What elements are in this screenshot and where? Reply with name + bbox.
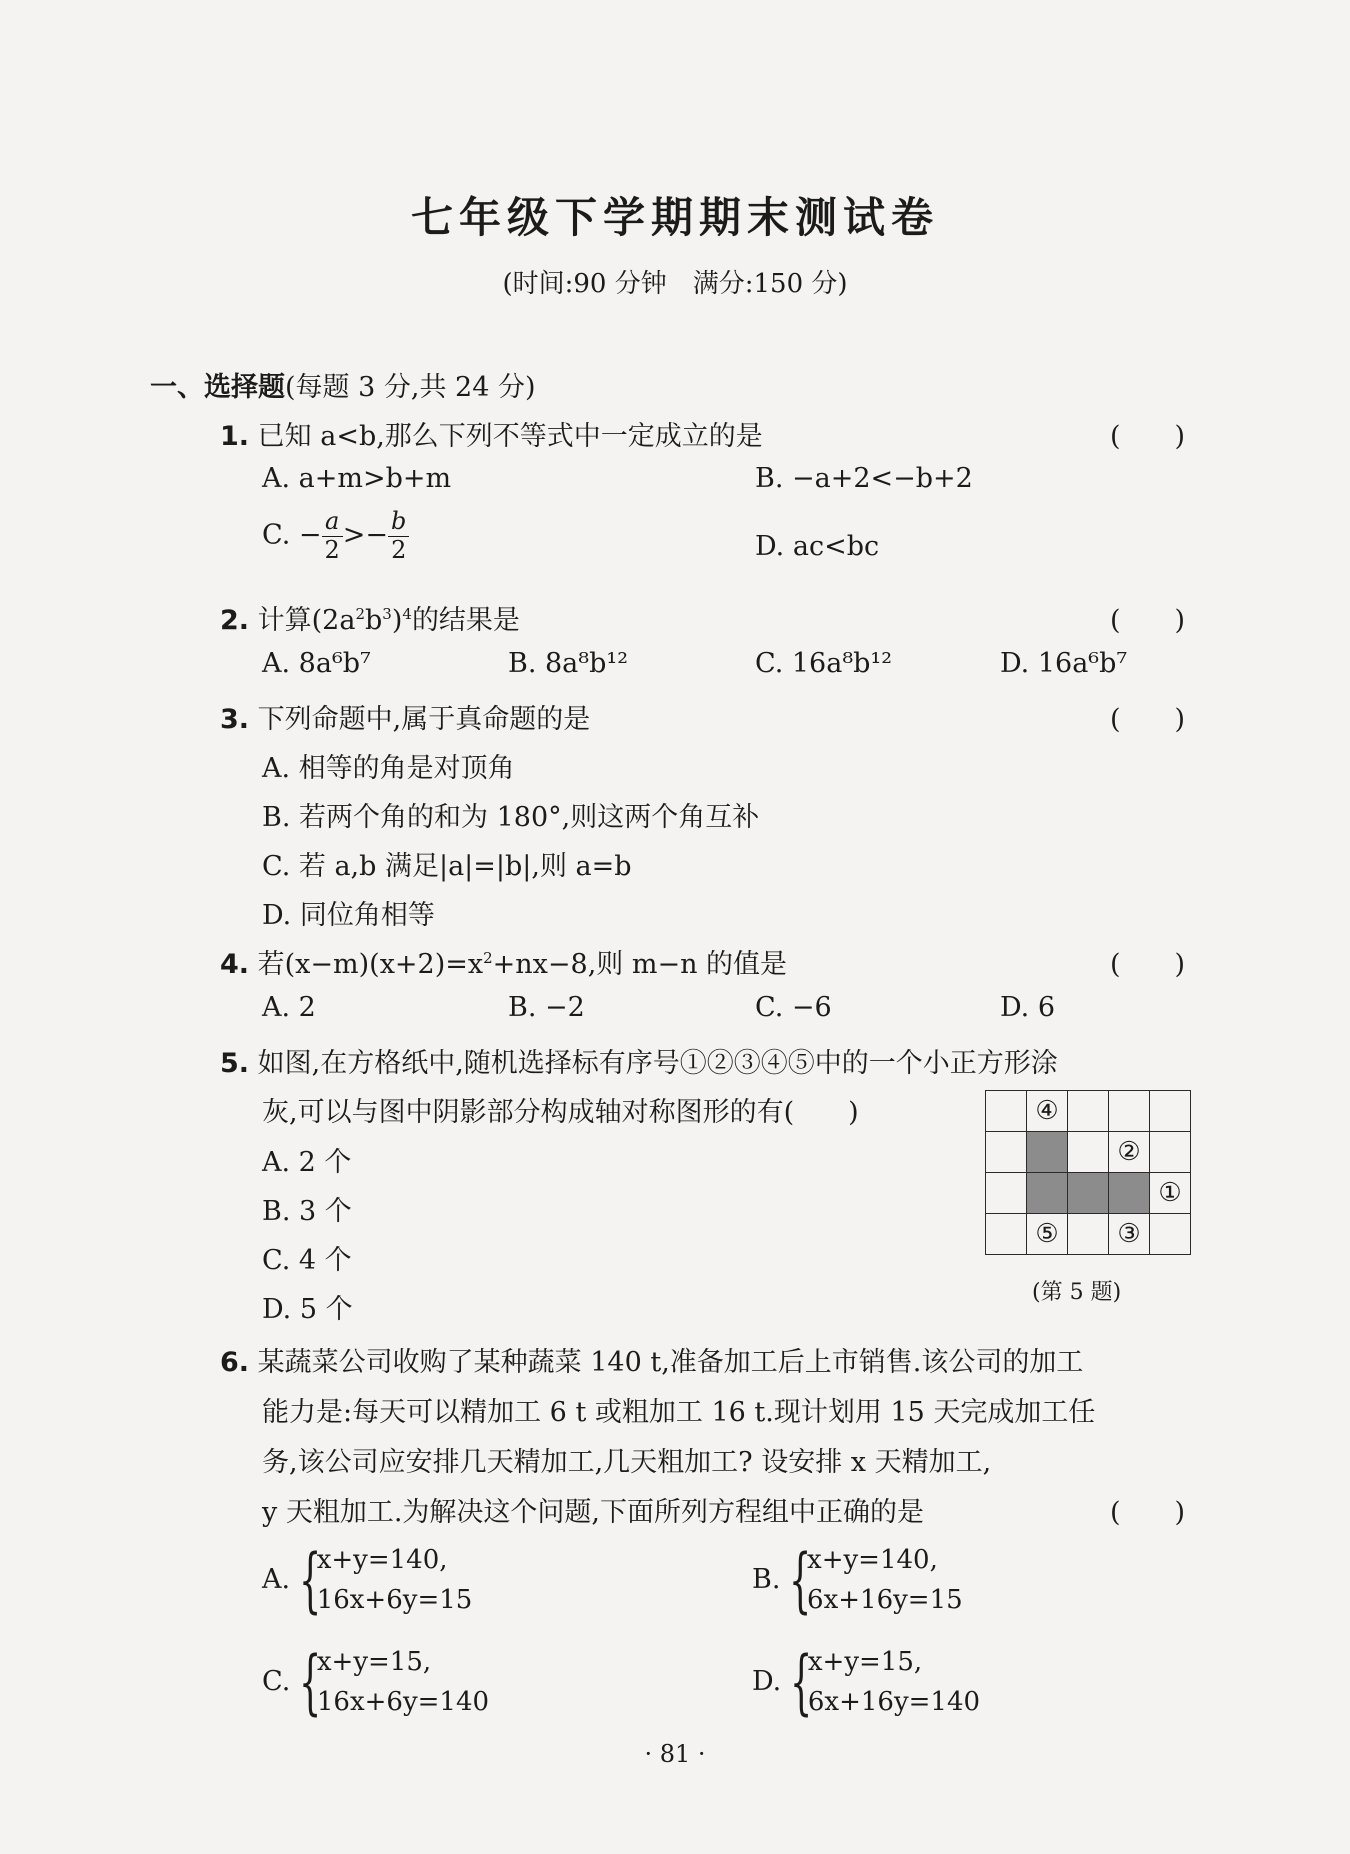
numbered-cell: ③ bbox=[1109, 1214, 1150, 1255]
option-a: A. { x+y=140, 16x+6y=15 bbox=[262, 1539, 473, 1622]
option-b: B. 若两个角的和为 180°,则这两个角互补 bbox=[262, 802, 760, 833]
question-6-stem-line4: y 天粗加工.为解决这个问题,下面所列方程组中正确的是 bbox=[262, 1497, 924, 1528]
grid-cell bbox=[1068, 1091, 1109, 1132]
numerator: b bbox=[388, 508, 409, 537]
shaded-cell bbox=[1027, 1173, 1068, 1214]
option-b: B. 3 个 bbox=[262, 1196, 352, 1227]
question-2-stem: 2. 计算$(2a^2b^3)^4$的结果是 bbox=[220, 605, 520, 636]
option-a: A. 2 bbox=[262, 992, 316, 1023]
question-1-stem bbox=[220, 414, 763, 453]
answer-blank: ( ) bbox=[1110, 605, 1186, 636]
question-6-stem-line3: 务,该公司应安排几天精加工,几天粗加工? 设安排 x 天精加工, bbox=[262, 1447, 992, 1478]
question-text: 已知 a<b,那么下列不等式中一定成立的是 bbox=[257, 421, 763, 452]
option-c: C. 4 个 bbox=[262, 1245, 352, 1276]
answer-blank: ( ) bbox=[1110, 704, 1186, 735]
answer-blank: ( ) bbox=[1110, 1497, 1186, 1528]
answer-blank: ( ) bbox=[1110, 421, 1186, 452]
page-number: · 81 · bbox=[644, 1740, 706, 1768]
option-d: D. 16a⁶b⁷ bbox=[1000, 648, 1128, 679]
question-number: 5. bbox=[220, 1048, 250, 1079]
option-b: B. 8a⁸b¹² bbox=[508, 648, 629, 679]
option-a: A. 8a⁶b⁷ bbox=[262, 648, 371, 679]
option-b: B. −a+2<−b+2 bbox=[755, 463, 973, 494]
numbered-cell: ⑤ bbox=[1027, 1214, 1068, 1255]
question-number: 2. bbox=[220, 605, 250, 636]
grid-cell bbox=[986, 1214, 1027, 1255]
figure-caption: (第 5 题) bbox=[1032, 1280, 1122, 1305]
numerator: a bbox=[322, 508, 343, 537]
question-number: 6. bbox=[220, 1347, 250, 1378]
option-b: B. { x+y=140, 6x+16y=15 bbox=[752, 1539, 963, 1622]
option-d: D. 5 个 bbox=[262, 1294, 353, 1325]
numbered-cell: ④ bbox=[1027, 1091, 1068, 1132]
shaded-cell bbox=[1109, 1173, 1150, 1214]
brace: { bbox=[789, 1641, 813, 1724]
square-grid-figure bbox=[985, 1090, 1191, 1255]
question-6-stem: 6. 某蔬菜公司收购了某种蔬菜 140 t,准备加工后上市销售.该公司的加工 bbox=[220, 1347, 1084, 1378]
equation-system: { x+y=140, 6x+16y=15 bbox=[789, 1539, 963, 1622]
grid-cell bbox=[1150, 1132, 1191, 1173]
option-a: A. a+m>b+m bbox=[262, 463, 452, 494]
answer-blank: ( ) bbox=[1110, 949, 1186, 980]
option-c: C. { x+y=15, 16x+6y=140 bbox=[262, 1641, 490, 1724]
question-number: 3. bbox=[220, 704, 250, 735]
question-number: 1. bbox=[220, 421, 250, 452]
grid-row bbox=[986, 1173, 1191, 1214]
question-3-stem: 3. 下列命题中,属于真命题的是 bbox=[220, 704, 591, 735]
option-a: A. 2 个 bbox=[262, 1147, 352, 1178]
equation-system: { x+y=15, 6x+16y=140 bbox=[789, 1641, 981, 1724]
option-c bbox=[262, 508, 409, 564]
equation-system: { x+y=140, 16x+6y=15 bbox=[298, 1539, 473, 1622]
minus-sign: − bbox=[298, 519, 322, 551]
option-c: C. −6 bbox=[755, 992, 832, 1023]
grid-row bbox=[986, 1214, 1191, 1255]
option-d: D. ac<bc bbox=[755, 531, 880, 562]
option-d: D. 6 bbox=[1000, 992, 1056, 1023]
option-a: A. 相等的角是对顶角 bbox=[262, 753, 515, 784]
shaded-cell bbox=[1068, 1173, 1109, 1214]
fraction-b-over-2 bbox=[388, 508, 409, 564]
page-title: 七年级下学期期末测试卷 bbox=[410, 193, 939, 242]
fraction-a-over-2 bbox=[322, 508, 343, 564]
grid-cell bbox=[1150, 1214, 1191, 1255]
section-heading bbox=[150, 365, 536, 404]
question-5-stem-line2: 灰,可以与图中阴影部分构成轴对称图形的有( ) bbox=[262, 1097, 859, 1128]
grid-row bbox=[986, 1091, 1191, 1132]
option-c: C. 若 a,b 满足|a|=|b|,则 a=b bbox=[262, 851, 632, 882]
section-note: (每题 3 分,共 24 分) bbox=[285, 372, 536, 403]
numbered-cell: ② bbox=[1109, 1132, 1150, 1173]
grid-cell bbox=[1150, 1091, 1191, 1132]
shaded-cell bbox=[1027, 1132, 1068, 1173]
question-6-stem-line2: 能力是:每天可以精加工 6 t 或粗加工 16 t.现计划用 15 天完成加工任 bbox=[262, 1397, 1096, 1428]
grid-cell bbox=[986, 1173, 1027, 1214]
option-c: C. 16a⁸b¹² bbox=[755, 648, 893, 679]
question-5-stem: 5. 如图,在方格纸中,随机选择标有序号①②③④⑤中的一个小正方形涂 bbox=[220, 1048, 1058, 1079]
equation-system: { x+y=15, 16x+6y=140 bbox=[298, 1641, 490, 1724]
section-title: 一、选择题 bbox=[150, 372, 285, 403]
brace: { bbox=[789, 1539, 812, 1622]
option-b: B. −2 bbox=[508, 992, 585, 1023]
grid-cell bbox=[1109, 1091, 1150, 1132]
grid-row bbox=[986, 1132, 1191, 1173]
brace: { bbox=[298, 1641, 322, 1724]
exam-info: (时间:90 分钟 满分:150 分) bbox=[502, 269, 848, 299]
option-d: D. 同位角相等 bbox=[262, 900, 435, 931]
compare-sign: >− bbox=[342, 519, 389, 551]
numbered-cell: ① bbox=[1150, 1173, 1191, 1214]
option-label: C. bbox=[262, 519, 291, 551]
grid-cell bbox=[1068, 1132, 1109, 1173]
brace: { bbox=[298, 1539, 321, 1622]
grid-cell bbox=[1068, 1214, 1109, 1255]
grid-cell bbox=[986, 1132, 1027, 1173]
denominator: 2 bbox=[324, 535, 340, 564]
grid-cell bbox=[986, 1091, 1027, 1132]
denominator: 2 bbox=[391, 535, 407, 564]
question-4-stem: 4. 若$(x-m)(x+2)=x^2+nx-8$,则 m−n 的值是 bbox=[220, 949, 788, 980]
question-number: 4. bbox=[220, 949, 250, 980]
option-d: D. { x+y=15, 6x+16y=140 bbox=[752, 1641, 981, 1724]
